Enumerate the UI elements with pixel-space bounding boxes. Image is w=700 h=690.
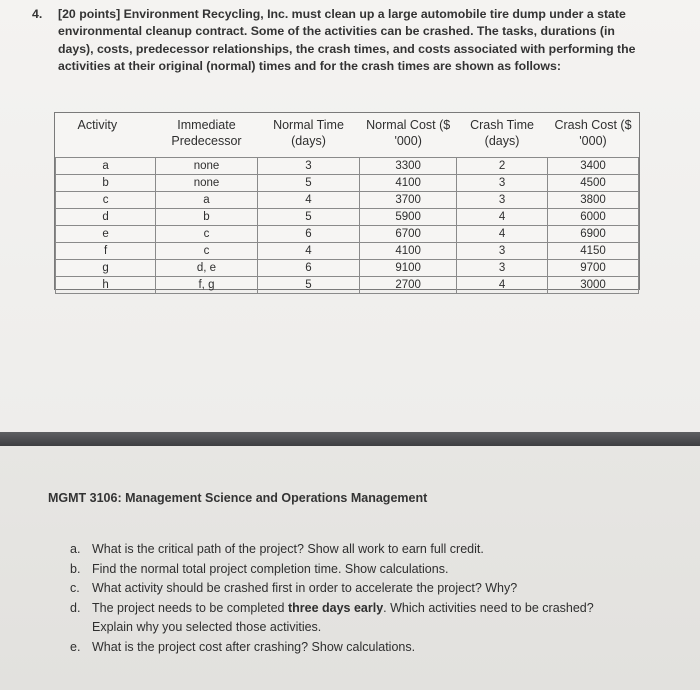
- cell-normal-cost: 4100: [360, 243, 457, 260]
- cell-crash-cost: 6900: [548, 226, 639, 243]
- cell-crash-time: 4: [457, 226, 548, 243]
- header-normal-time: Normal Time (days): [273, 118, 344, 148]
- table-row: [56, 209, 639, 226]
- table-row: [56, 192, 639, 209]
- cell-activity: g: [56, 260, 156, 277]
- cell-crash-time: 2: [457, 158, 548, 175]
- course-title: MGMT 3106: Management Science and Operations Management: [48, 491, 428, 505]
- cell-predecessor: b: [156, 209, 257, 226]
- header-normal-cost: Normal Cost ($ '000): [366, 118, 451, 148]
- question-label: e.: [70, 639, 81, 654]
- table-row: [56, 226, 639, 243]
- problem-statement: [32, 6, 640, 76]
- page-divider-band: [0, 432, 700, 446]
- question-label: d.: [70, 600, 81, 615]
- question-item: [70, 579, 630, 599]
- table-header-row: [56, 113, 639, 158]
- cell-predecessor: c: [156, 243, 257, 260]
- table-row: [56, 277, 639, 294]
- cell-crash-time: 3: [457, 243, 548, 260]
- header-predecessor: Immediate Predecessor: [171, 118, 242, 148]
- cell-normal-cost: 3300: [360, 158, 457, 175]
- cell-crash-cost: 3000: [548, 277, 639, 294]
- problem-text: [20 points] Environment Recycling, Inc. must clean up a large automobile tire dump under a state environmental cleanup contract. Some of the activities can be crashed. The tasks, durations (in days), costs, predecessor relationships, the crash times, and costs associated with performing the activities at their original (normal) times and for the crash times are shown as follows:: [58, 7, 636, 74]
- cell-normal-cost: 2700: [360, 277, 457, 294]
- cell-activity: a: [56, 158, 156, 175]
- cell-normal-cost: 6700: [360, 226, 457, 243]
- question-item: [70, 540, 630, 560]
- table-row: [56, 158, 639, 175]
- cell-predecessor: c: [156, 226, 257, 243]
- cell-activity: h: [56, 277, 156, 294]
- question-label: c.: [70, 581, 80, 595]
- cell-normal-time: 3: [257, 158, 360, 175]
- cell-predecessor: none: [156, 175, 257, 192]
- cell-normal-time: 4: [257, 243, 360, 260]
- table-row: [56, 260, 639, 277]
- question-list: [70, 540, 630, 657]
- question-text-before: The project needs to be completed: [92, 600, 288, 615]
- cell-predecessor: a: [156, 192, 257, 209]
- cell-normal-cost: 9100: [360, 260, 457, 277]
- cell-normal-time: 6: [257, 260, 360, 277]
- cell-normal-time: 5: [257, 277, 360, 294]
- cell-crash-cost: 4500: [548, 175, 639, 192]
- cell-crash-time: 4: [457, 209, 548, 226]
- question-item: [70, 638, 630, 658]
- cell-crash-cost: 6000: [548, 209, 639, 226]
- cell-activity: c: [56, 192, 156, 209]
- question-item: [70, 599, 630, 638]
- table-row: [56, 175, 639, 192]
- cell-activity: d: [56, 209, 156, 226]
- cell-normal-cost: 4100: [360, 175, 457, 192]
- question-label: b.: [70, 561, 81, 576]
- cell-activity: e: [56, 226, 156, 243]
- header-crash-cost: Crash Cost ($ '000): [554, 118, 632, 148]
- cell-predecessor: none: [156, 158, 257, 175]
- cell-crash-time: 3: [457, 192, 548, 209]
- cell-crash-cost: 9700: [548, 260, 639, 277]
- header-crash-time: Crash Time (days): [470, 118, 534, 148]
- cell-crash-cost: 4150: [548, 243, 639, 260]
- question-text: What activity should be crashed first in order to accelerate the project? Why?: [92, 581, 518, 595]
- cell-normal-time: 4: [257, 192, 360, 209]
- question-emphasis: three days early: [287, 600, 384, 615]
- cell-crash-time: 3: [457, 175, 548, 192]
- cell-normal-time: 5: [257, 175, 360, 192]
- cell-activity: f: [56, 243, 156, 260]
- cell-normal-cost: 5900: [360, 209, 457, 226]
- cell-normal-time: 6: [257, 226, 360, 243]
- cell-predecessor: d, e: [156, 260, 257, 277]
- cell-crash-cost: 3400: [548, 158, 639, 175]
- question-text-after: . Which activities need to be crashed? Explain why you selected those activities.: [92, 600, 594, 634]
- question-text: What is the critical path of the project? Show all work to earn full credit.: [92, 542, 484, 556]
- cell-normal-time: 5: [257, 209, 360, 226]
- question-item: [70, 560, 630, 580]
- cell-crash-cost: 3800: [548, 192, 639, 209]
- header-activity: Activity: [77, 118, 118, 132]
- question-label: a.: [70, 542, 81, 556]
- cell-activity: b: [56, 175, 156, 192]
- table-row: [56, 243, 639, 260]
- cell-crash-time: 4: [457, 277, 548, 294]
- cell-crash-time: 3: [457, 260, 548, 277]
- problem-number: 4.: [32, 7, 43, 21]
- cell-normal-cost: 3700: [360, 192, 457, 209]
- cell-predecessor: f, g: [156, 277, 257, 294]
- question-text: What is the project cost after crashing? Show calculations.: [92, 639, 416, 654]
- activity-table: [54, 112, 640, 290]
- question-text: Find the normal total project completion time. Show calculations.: [92, 561, 449, 576]
